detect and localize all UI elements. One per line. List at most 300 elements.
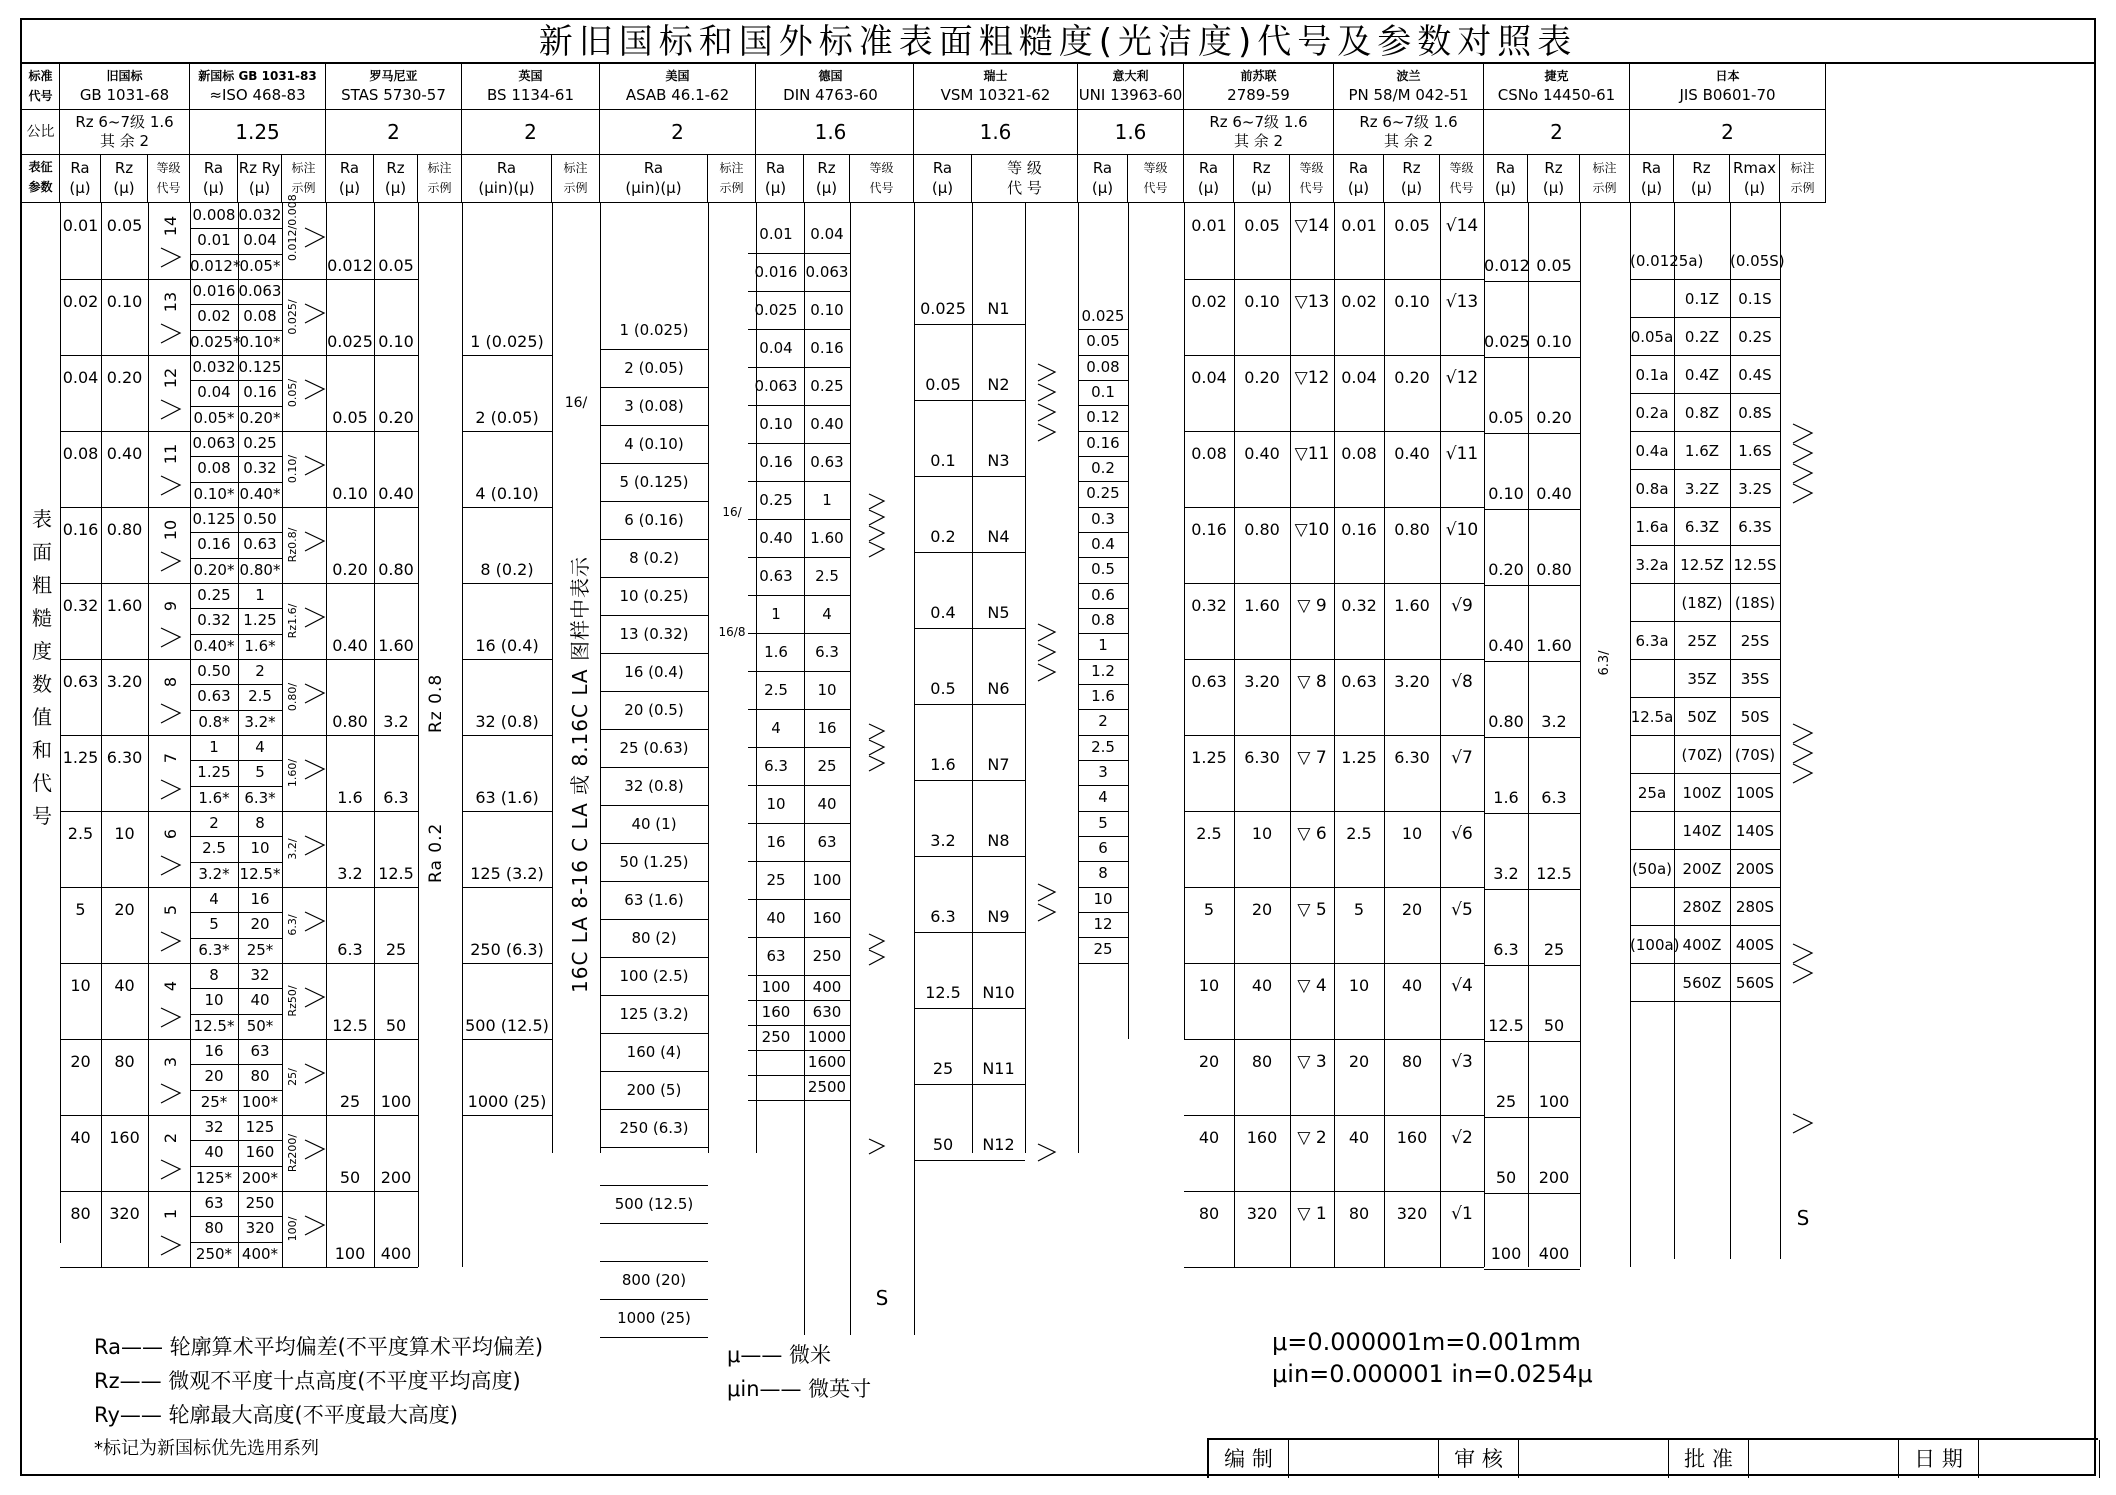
poland-ra-cell: 20 — [1348, 1052, 1370, 1071]
grid-line — [1630, 925, 1780, 926]
new-gb-ra-cell: 0.16 — [197, 535, 231, 554]
japan-rz-cell: 3.2Z — [1684, 480, 1720, 498]
grid-line — [914, 1160, 1025, 1161]
signoff-field-3[interactable] — [1979, 1440, 2100, 1478]
ussr-ra-cell: 0.04 — [1191, 368, 1227, 387]
grid-line — [1674, 203, 1675, 1259]
new-gb-mark-label: Rz0.8/ — [286, 527, 299, 563]
text-line: Ra — [496, 159, 517, 177]
grid-line — [462, 735, 552, 736]
grid-line — [282, 735, 326, 736]
grid-line — [914, 1008, 1025, 1009]
ussr-grade-cell: ▽10 — [1294, 520, 1330, 540]
czech-rz-cell: 200 — [1538, 1168, 1570, 1187]
usa-ra-cell: 250 (6.3) — [619, 1119, 689, 1137]
new-gb-rz-cell: 63 — [250, 1042, 270, 1060]
germany-rz-cell: 63 — [817, 833, 837, 851]
czech-ra-cell: 0.10 — [1488, 484, 1524, 503]
unit-notes — [727, 1338, 871, 1406]
swiss-grade-triangle-icon — [1037, 643, 1057, 663]
japan-ra-cell: 0.8a — [1635, 480, 1669, 498]
text-line: 标注 — [563, 161, 588, 175]
japan-grade-triangle-icon — [1792, 1113, 1814, 1135]
germany-rz-cell: 1 — [822, 491, 832, 509]
grid-line — [1384, 203, 1385, 1267]
header-ratio-7: 1.6 — [1078, 110, 1184, 155]
standard-code: VSM 10321-62 — [940, 86, 1051, 104]
new-gb-mark-label: 6.3/ — [286, 914, 299, 936]
text-line: (μin)(μ) — [625, 179, 682, 197]
text-line: (μ) — [815, 179, 838, 197]
grid-line — [1630, 317, 1780, 318]
swiss-grade-cell: N4 — [987, 527, 1010, 547]
grid-line — [1630, 811, 1780, 812]
czech-ra-cell: 100 — [1490, 1244, 1522, 1263]
old-gb-grade-number: 2 — [161, 1132, 180, 1144]
new-gb-ra-cell: 0.63 — [197, 687, 231, 706]
grid-line — [1484, 357, 1580, 358]
new-gb-ra-cell: 0.50 — [197, 662, 231, 680]
header-ratio-0 — [60, 110, 190, 155]
new-gb-rz-cell: 0.05* — [239, 256, 281, 275]
poland-rz-cell: 10 — [1401, 824, 1423, 843]
old-gb-rz-cell: 0.40 — [106, 444, 143, 463]
new-gb-ra-cell: 1.25 — [197, 763, 231, 782]
grid-line — [1484, 1269, 1580, 1270]
swiss-grade-cell: N2 — [987, 375, 1010, 395]
grade-triangle-icon — [160, 627, 182, 649]
swiss-ra-cell: 0.5 — [930, 679, 956, 699]
uk-mark-label: 16C LA 8-16 C LA 或 8.16C LA 图样中表示 — [568, 556, 592, 993]
old-gb-grade-number: 8 — [161, 676, 180, 688]
grid-line — [1184, 887, 1334, 888]
uk-ra-cell: 8 (0.2) — [480, 560, 534, 579]
header-param-10-0 — [1484, 155, 1528, 203]
grid-line — [914, 1084, 1025, 1085]
old-gb-grade-number: 3 — [161, 1056, 180, 1068]
text-line: Rz — [1544, 159, 1563, 177]
italy-ra-cell: 0.4 — [1091, 535, 1115, 554]
japan-ra-cell — [1630, 661, 1674, 697]
text-line: 示例 — [1592, 181, 1617, 195]
header-param-6-1 — [972, 155, 1078, 203]
italy-ra-cell: 0.025 — [1081, 307, 1125, 326]
standard-code: CSNo 14450-61 — [1497, 86, 1616, 104]
new-gb-ra-cell: 3.2* — [198, 864, 230, 883]
poland-grade-cell: √12 — [1445, 368, 1479, 388]
uk-ra-cell: 1 (0.025) — [470, 332, 544, 351]
old-gb-rz-cell: 0.05 — [106, 216, 143, 235]
grid-line — [1440, 203, 1441, 1267]
grid-line — [462, 507, 552, 508]
japan-rz-cell: 6.3Z — [1684, 518, 1720, 536]
signoff-field-2[interactable] — [1749, 1440, 1899, 1478]
grid-line — [374, 203, 375, 1267]
grade-triangle-icon — [160, 1007, 182, 1029]
italy-ra-cell: 0.2 — [1091, 459, 1115, 478]
grid-line — [914, 628, 1025, 629]
usa-ra-cell — [600, 1147, 708, 1185]
swiss-ra-cell: 1.6 — [930, 755, 956, 775]
new-gb-rz-cell: 0.63 — [243, 535, 277, 554]
header-param-0-1 — [101, 155, 148, 203]
germany-rz-cell: 2.5 — [815, 567, 839, 585]
grid-line — [101, 203, 102, 1267]
grid-line — [282, 963, 326, 964]
grid-line — [1184, 963, 1334, 964]
standard-code: BS 1134-61 — [487, 86, 574, 104]
new-gb-ra-cell: 32 — [204, 1118, 224, 1136]
grid-line — [1484, 889, 1580, 890]
czech-rz-cell: 400 — [1538, 1244, 1570, 1263]
new-gb-ra-cell: 0.016 — [192, 282, 236, 300]
new-gb-mark-label: 25/ — [286, 1068, 299, 1086]
text-line: (μ) — [1197, 179, 1220, 197]
new-gb-rz-cell: 0.063 — [238, 282, 282, 300]
grid-line — [1630, 887, 1780, 888]
old-gb-rz-cell: 3.20 — [106, 672, 143, 691]
japan-grade-triangle-icon — [1792, 743, 1814, 765]
text-line: 标注 — [427, 161, 452, 175]
new-gb-mark-icon — [304, 607, 326, 629]
text-line: 代号 — [869, 181, 894, 195]
germany-rz-cell: 630 — [812, 1003, 842, 1022]
romania-ra-cell: 6.3 — [337, 940, 363, 959]
japan-rz-cell: 25Z — [1687, 632, 1717, 650]
text-line: Rz — [1402, 159, 1421, 177]
grid-line — [326, 1039, 418, 1040]
japan-rmax-cell: 0.2S — [1738, 328, 1772, 346]
germany-rz-cell: 1.60 — [810, 529, 844, 547]
standard-code: ASAB 46.1-62 — [625, 86, 730, 104]
czech-rz-cell: 6.3 — [1541, 788, 1567, 807]
grid-line — [1184, 279, 1334, 280]
poland-rz-cell: 80 — [1401, 1052, 1423, 1071]
new-gb-ra-cell: 80 — [204, 1219, 224, 1238]
germany-ra-cell: 25 — [766, 871, 786, 889]
old-gb-grade-number: 9 — [161, 600, 180, 612]
italy-ra-cell: 8 — [1098, 864, 1108, 883]
japan-rz-cell: 100Z — [1682, 784, 1722, 802]
germany-ra-cell: 10 — [766, 795, 786, 813]
germany-rz-cell: 250 — [812, 947, 842, 965]
ussr-ra-cell: 10 — [1198, 976, 1220, 995]
header-param-2-0 — [326, 155, 374, 203]
text-line: (μ) — [1542, 179, 1565, 197]
germany-rz-cell: 0.04 — [810, 225, 844, 243]
ussr-rz-cell: 0.10 — [1244, 292, 1280, 311]
poland-grade-cell: √9 — [1451, 596, 1473, 616]
header-param-3-0 — [462, 155, 552, 203]
std-label-line1: 标准 — [28, 69, 53, 83]
new-gb-mark-icon — [304, 1063, 326, 1085]
header-param-11-1 — [1674, 155, 1730, 203]
ussr-rz-cell: 10 — [1251, 824, 1273, 843]
grid-line — [1630, 697, 1780, 698]
usa-ra-cell: 1 (0.025) — [619, 321, 689, 339]
germany-grade-s: S — [875, 1286, 889, 1310]
signoff-field-1[interactable] — [1519, 1440, 1669, 1478]
grid-line — [462, 1115, 552, 1116]
grid-line — [1334, 355, 1484, 356]
text-line: Rz — [1252, 159, 1271, 177]
germany-ra-cell: 0.25 — [759, 491, 793, 509]
czech-rz-cell: 100 — [1538, 1092, 1570, 1111]
poland-ra-cell: 0.01 — [1341, 216, 1377, 235]
new-gb-rz-cell: 100* — [241, 1092, 279, 1111]
text-line: (μ) — [764, 179, 787, 197]
text-line: (μ) — [931, 179, 954, 197]
grid-line — [1334, 811, 1484, 812]
poland-grade-cell: √4 — [1451, 976, 1473, 996]
japan-grade-triangle-icon — [1792, 763, 1814, 785]
grid-line — [326, 279, 418, 280]
uk-ra-cell: 250 (6.3) — [470, 940, 544, 959]
new-gb-rz-cell: 1.25 — [243, 611, 277, 630]
romania-rz-cell: 3.2 — [383, 712, 409, 731]
grid-line — [1184, 1115, 1334, 1116]
romania-rz-cell: 100 — [380, 1092, 412, 1111]
germany-rz-cell: 0.25 — [810, 377, 844, 395]
germany-rz-cell: 6.3 — [815, 643, 839, 661]
header-param-label — [22, 155, 60, 203]
text-line: 其 余 2 — [1233, 132, 1284, 150]
header-param-3-1 — [552, 155, 600, 203]
romania-rz-cell: 0.40 — [378, 484, 414, 503]
old-gb-rz-cell: 320 — [109, 1204, 140, 1223]
germany-grade-triangle-icon — [868, 1138, 886, 1156]
swiss-grade-cell: N3 — [987, 451, 1010, 471]
header-param-11-2 — [1730, 155, 1780, 203]
romania-ra-cell: 50 — [339, 1168, 361, 1187]
new-gb-mark-label: 1.60/ — [286, 758, 299, 788]
new-gb-ra-cell: 0.008 — [192, 206, 236, 224]
header-param-9-0 — [1334, 155, 1384, 203]
grid-line — [1184, 811, 1334, 812]
conversion-microinch: μin=0.000001 in=0.0254μ — [1272, 1360, 1593, 1388]
new-gb-mark-label: 0.80/ — [286, 682, 299, 712]
swiss-ra-cell: 25 — [932, 1059, 954, 1079]
japan-rmax-cell: 560S — [1735, 974, 1775, 992]
text-line: (μ) — [1640, 179, 1663, 197]
ussr-ra-cell: 0.63 — [1191, 672, 1227, 691]
grid-line — [1484, 585, 1580, 586]
ussr-ra-cell: 2.5 — [1196, 824, 1222, 843]
standard-country: 新国标 GB 1031-83 — [198, 69, 317, 83]
grid-line — [914, 780, 1025, 781]
grid-line — [914, 324, 1025, 325]
text-line: (μ) — [1347, 179, 1370, 197]
japan-rmax-cell: (0.05S) — [1730, 252, 1785, 270]
germany-rz-cell: 2500 — [807, 1078, 847, 1097]
grid-line — [1334, 659, 1484, 660]
japan-rmax-cell: 0.8S — [1738, 404, 1772, 422]
ussr-ra-cell: 20 — [1198, 1052, 1220, 1071]
new-gb-mark-icon — [304, 759, 326, 781]
japan-rmax-cell: 25S — [1740, 632, 1770, 650]
new-gb-rz-cell: 1.6* — [244, 636, 276, 655]
uk-ra-cell: 16 (0.4) — [475, 636, 539, 655]
grade-triangle-icon — [160, 779, 182, 801]
text-line: 等级 — [1299, 161, 1324, 175]
new-gb-ra-cell: 2.5 — [202, 839, 226, 858]
ussr-rz-cell: 40 — [1251, 976, 1273, 995]
new-gb-rz-cell: 32 — [250, 966, 270, 984]
header-ratio-label: 公比 — [22, 110, 60, 155]
old-gb-rz-cell: 20 — [114, 900, 135, 919]
old-gb-ra-cell: 0.08 — [62, 444, 99, 463]
new-gb-ra-cell: 4 — [209, 890, 219, 908]
romania-ra-cell: 25 — [339, 1092, 361, 1111]
grade-triangle-icon — [160, 931, 182, 953]
grade-triangle-icon — [160, 1083, 182, 1105]
italy-ra-cell: 2 — [1098, 712, 1108, 731]
swiss-grade-triangle-icon — [1037, 623, 1057, 643]
japan-ra-cell: 0.2a — [1635, 404, 1669, 422]
new-gb-rz-cell: 8 — [255, 814, 265, 832]
grid-line — [1630, 431, 1780, 432]
new-gb-ra-cell: 0.012* — [190, 256, 241, 275]
text-line: 代号 — [1143, 181, 1168, 195]
poland-rz-cell: 1.60 — [1394, 596, 1430, 615]
text-line: Rz Ry — [238, 159, 281, 177]
grid-line — [1730, 203, 1731, 1259]
header-param-1-1 — [238, 155, 282, 203]
standard-code: PN 58/M 042-51 — [1348, 86, 1469, 104]
germany-ra-cell: 1 — [771, 605, 781, 623]
ussr-grade-cell: ▽11 — [1294, 444, 1330, 464]
grid-line — [914, 552, 1025, 553]
usa-ra-cell: 16 (0.4) — [624, 663, 684, 681]
ussr-rz-cell: 6.30 — [1244, 748, 1280, 767]
new-gb-mark-label: 0.05/ — [286, 378, 299, 408]
germany-ra-cell: 0.063 — [754, 377, 798, 395]
header-ratio-1: 1.25 — [190, 110, 326, 155]
japan-grade-triangle-icon — [1792, 963, 1814, 985]
old-gb-ra-cell: 0.63 — [62, 672, 99, 691]
japan-rmax-cell: 12.5S — [1733, 556, 1777, 574]
standard-code: ≈ISO 468-83 — [209, 86, 306, 104]
czech-ra-cell: 12.5 — [1488, 1016, 1524, 1035]
old-gb-rz-cell: 10 — [114, 824, 135, 843]
grid-line — [148, 203, 149, 1267]
text-line: Rz 6~7级 1.6 — [1359, 113, 1458, 131]
italy-ra-cell: 2.5 — [1091, 737, 1115, 756]
header-param-7-0 — [1078, 155, 1128, 203]
grid-line — [326, 811, 418, 812]
grid-line — [1630, 773, 1780, 774]
header-standard-5 — [748, 64, 914, 110]
new-gb-ra-cell: 6.3* — [198, 940, 230, 959]
grid-line — [1484, 965, 1580, 966]
japan-rmax-cell: 1.6S — [1738, 442, 1772, 460]
old-gb-grade-number: 5 — [161, 904, 180, 916]
grid-line — [326, 431, 418, 432]
old-gb-ra-cell: 0.16 — [62, 520, 99, 539]
new-gb-ra-cell: 40 — [204, 1143, 224, 1162]
japan-rz-cell: 0.4Z — [1684, 366, 1720, 384]
grid-line — [326, 887, 418, 888]
header-param-8-1 — [1234, 155, 1290, 203]
grid-line — [1630, 659, 1780, 660]
ussr-grade-cell: ▽ 2 — [1297, 1128, 1327, 1148]
conversion-micron: μ=0.000001m=0.001mm — [1272, 1328, 1581, 1356]
grid-line — [282, 659, 326, 660]
swiss-grade-triangle-icon — [1037, 383, 1057, 403]
swiss-grade-cell: N6 — [987, 679, 1010, 699]
czech-ra-cell: 25 — [1495, 1092, 1517, 1111]
grid-line — [326, 1267, 418, 1268]
grid-line — [1630, 849, 1780, 850]
ussr-rz-cell: 320 — [1246, 1204, 1278, 1223]
usa-ra-cell — [600, 1223, 708, 1261]
note-ra: Ra—— 轮廓算术平均偏差(不平度算术平均偏差) — [94, 1335, 544, 1359]
note-star: *标记为新国标优先选用系列 — [94, 1438, 319, 1459]
germany-rz-cell: 4 — [822, 605, 832, 623]
text-line: Rz 6~7级 1.6 — [75, 113, 174, 131]
grid-line — [1334, 279, 1484, 280]
swiss-ra-cell: 6.3 — [930, 907, 956, 927]
poland-ra-cell: 0.63 — [1341, 672, 1377, 691]
usa-ra-cell: 200 (5) — [626, 1081, 682, 1099]
ussr-rz-cell: 160 — [1246, 1128, 1278, 1147]
grid-line — [1334, 431, 1484, 432]
new-gb-rz-cell: 0.50 — [243, 510, 277, 528]
swiss-grade-triangle-icon — [1037, 663, 1057, 683]
ussr-grade-cell: ▽14 — [1294, 216, 1330, 236]
germany-ra-cell — [748, 1050, 804, 1075]
new-gb-mark-label: 0.025/ — [286, 299, 299, 335]
standard-country: 英国 — [518, 69, 543, 83]
new-gb-mark-icon — [304, 303, 326, 325]
header-ratio-2: 2 — [326, 110, 462, 155]
poland-rz-cell: 0.40 — [1394, 444, 1430, 463]
text-line: (μ) — [1690, 179, 1713, 197]
new-gb-ra-cell: 125* — [195, 1168, 233, 1187]
poland-grade-cell: √1 — [1451, 1204, 1473, 1224]
grid-line — [1334, 963, 1484, 964]
text-line: Ra — [1641, 159, 1662, 177]
new-gb-ra-cell: 1.6* — [198, 788, 230, 807]
grid-line — [282, 279, 326, 280]
poland-grade-cell: √3 — [1451, 1052, 1473, 1072]
ussr-grade-cell: ▽ 4 — [1297, 976, 1327, 996]
grid-line — [238, 203, 239, 1267]
new-gb-mark-icon — [304, 835, 326, 857]
signoff-field-0[interactable] — [1289, 1440, 1439, 1478]
new-gb-rz-cell: 400* — [241, 1244, 279, 1263]
old-gb-rz-cell: 6.30 — [106, 748, 143, 767]
ussr-grade-cell: ▽12 — [1294, 368, 1330, 388]
text-line: 代号 — [156, 181, 181, 195]
grade-triangle-icon — [160, 475, 182, 497]
czech-rz-cell: 0.80 — [1536, 560, 1572, 579]
germany-rz-cell: 100 — [812, 871, 842, 889]
text-line: (μ) — [248, 179, 271, 197]
header-param-2-2 — [418, 155, 462, 203]
grid-line — [418, 203, 419, 1267]
swiss-grade-cell: N10 — [982, 983, 1015, 1003]
new-gb-mark-label: Rz50/ — [286, 985, 299, 1017]
ussr-rz-cell: 80 — [1251, 1052, 1273, 1071]
old-gb-ra-cell: 0.02 — [62, 292, 99, 311]
japan-ra-cell: (0.0125a) — [1630, 252, 1704, 270]
text-line: 等级 — [1449, 161, 1474, 175]
swiss-ra-cell: 0.1 — [930, 451, 956, 471]
new-gb-ra-cell: 250* — [195, 1244, 233, 1263]
romania-mark-ra: Ra 0.2 — [426, 822, 446, 883]
swiss-grade-cell: N5 — [987, 603, 1010, 623]
